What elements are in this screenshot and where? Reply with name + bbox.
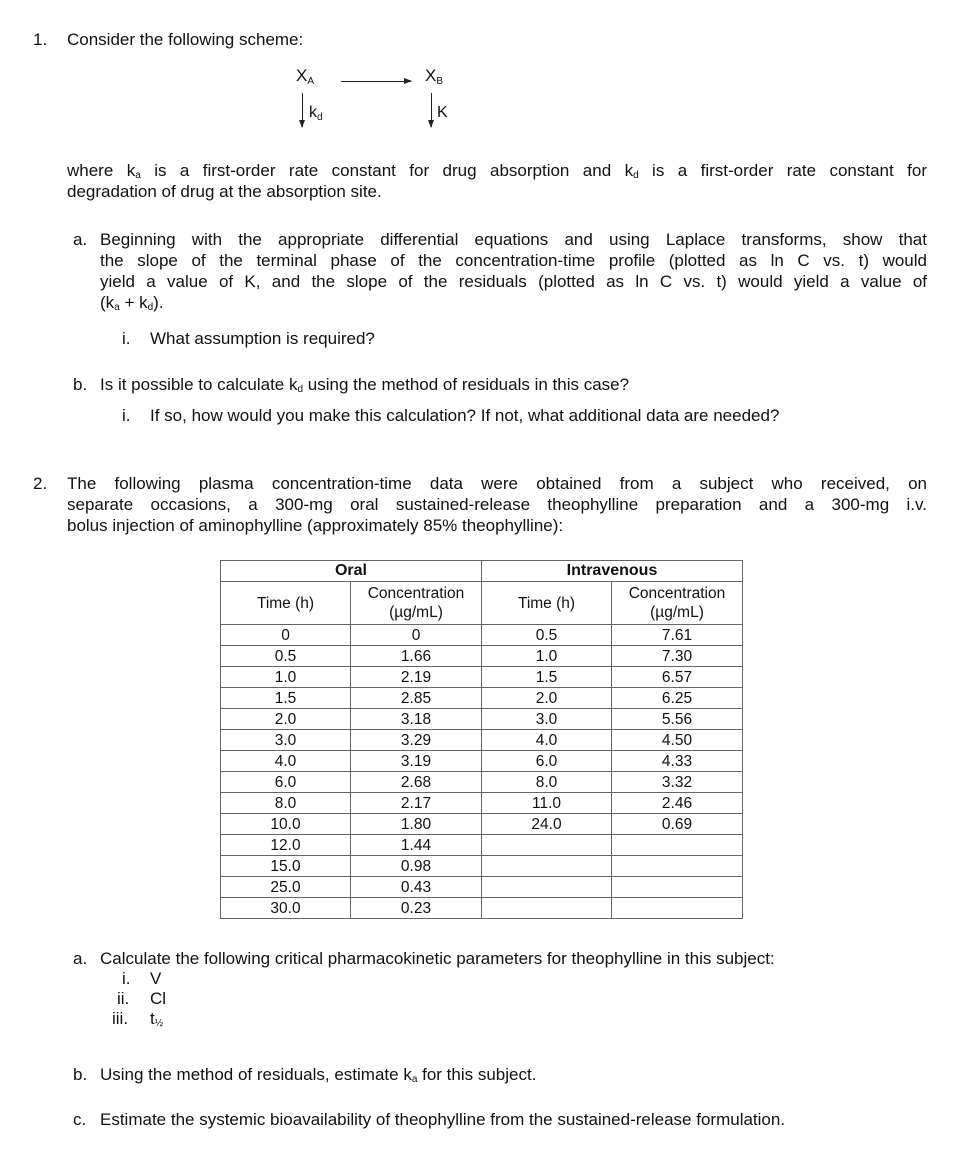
table-row (221, 877, 743, 898)
table-row (221, 709, 743, 730)
column-header-iv-concentration: Concentration (µg/mL) (612, 582, 743, 625)
cell: 6.25 (612, 688, 743, 709)
table-row (221, 625, 743, 646)
cell: 0.23 (351, 898, 482, 919)
cell (612, 898, 743, 919)
q1a-line-1: Beginning with the appropriate differential equations and using Laplace transforms, show that (100, 230, 927, 249)
cell (482, 877, 612, 898)
q2a-ii-label: ii. (117, 989, 130, 1008)
cell: 1.80 (351, 814, 482, 835)
cell: 0.98 (351, 856, 482, 877)
q1b-i-text: If so, how would you make this calculation? If not, what additional data are needed? (150, 406, 780, 425)
cell: 2.85 (351, 688, 482, 709)
cell: 1.66 (351, 646, 482, 667)
cell: 2.68 (351, 772, 482, 793)
table-row (221, 688, 743, 709)
column-header-iv-time: Time (h) (482, 582, 612, 625)
group-header-oral: Oral (221, 561, 482, 582)
cell (612, 877, 743, 898)
cell: 7.61 (612, 625, 743, 646)
q1a-line-2: the slope of the terminal phase of the concentration-time profile (plotted as ln C vs. t) would (100, 251, 927, 270)
cell: 0 (351, 625, 482, 646)
table-row (221, 646, 743, 667)
q2a-label: a. (73, 949, 88, 968)
cell (612, 856, 743, 877)
cell: 2.0 (221, 709, 351, 730)
q1a-line-3: yield a value of K, and the slope of the residuals (plotted as ln C vs. t) would yield a value of (100, 272, 927, 291)
q2a-ii-text: Cl (150, 989, 167, 1008)
q1b-i-label: i. (122, 406, 131, 425)
absorption-arrow-icon (341, 81, 411, 82)
cell: 3.0 (221, 730, 351, 751)
table-row (221, 730, 743, 751)
cell: 6.0 (221, 772, 351, 793)
cell: 8.0 (221, 793, 351, 814)
cell: 2.0 (482, 688, 612, 709)
cell: 4.0 (482, 730, 612, 751)
q2-line-2: separate occasions, a 300-mg oral sustained-release theophylline preparation and a 300-mg i.v. (67, 495, 927, 514)
cell: 1.0 (221, 667, 351, 688)
cell: 0.43 (351, 877, 482, 898)
q2c-text: Estimate the systemic bioavailability of theophylline from the sustained-release formulation. (100, 1110, 786, 1129)
q2b-text: Using the method of residuals, estimate $k_a$ for this subject. (100, 1065, 537, 1085)
table-row (221, 814, 743, 835)
cell: 1.5 (221, 688, 351, 709)
cell: 1.0 (482, 646, 612, 667)
cell: 6.0 (482, 751, 612, 772)
cell: 6.57 (612, 667, 743, 688)
q2c-label: c. (73, 1110, 87, 1129)
column-header-oral-concentration: Concentration (µg/mL) (351, 582, 482, 625)
cell: 1.5 (482, 667, 612, 688)
table-group-header-row (221, 561, 743, 582)
elimination-arrow-icon (431, 93, 432, 127)
q1a-i-label: i. (122, 329, 131, 348)
cell (482, 856, 612, 877)
table-row (221, 856, 743, 877)
cell: 3.18 (351, 709, 482, 730)
cell: 3.32 (612, 772, 743, 793)
table-row (221, 667, 743, 688)
table-row (221, 793, 743, 814)
cell: 0.5 (221, 646, 351, 667)
cell: 2.17 (351, 793, 482, 814)
q2b-label: b. (73, 1065, 88, 1084)
cell: 10.0 (221, 814, 351, 835)
q1-intro: Consider the following scheme: (67, 30, 304, 49)
cell: 2.46 (612, 793, 743, 814)
q1-description-line-1: where $k_a$ is a first-order rate constant for drug absorption and $k_d$ is a first-order rate constant for (67, 161, 927, 181)
k-label: K (437, 104, 448, 121)
q2a-i-label: i. (122, 969, 131, 988)
cell: 25.0 (221, 877, 351, 898)
cell: 30.0 (221, 898, 351, 919)
cell: 7.30 (612, 646, 743, 667)
q2-line-3: bolus injection of aminophylline (approximately 85% theophylline): (67, 516, 564, 535)
compartment-xa: $X_A$ (296, 66, 315, 87)
kd-label: $k_d$ (309, 104, 323, 123)
q1b-text: Is it possible to calculate $k_d$ using the method of residuals in this case? (100, 375, 630, 395)
q1-number: 1. (33, 30, 48, 49)
group-header-intravenous: Intravenous (482, 561, 743, 582)
table-row (221, 772, 743, 793)
cell: 1.44 (351, 835, 482, 856)
cell: 0 (221, 625, 351, 646)
q1a-line-4: $(k_a + k_d)$. (100, 293, 164, 313)
cell: 8.0 (482, 772, 612, 793)
table-row (221, 751, 743, 772)
column-header-oral-time: Time (h) (221, 582, 351, 625)
q2-number: 2. (33, 474, 48, 493)
cell (612, 835, 743, 856)
cell: 24.0 (482, 814, 612, 835)
cell (482, 898, 612, 919)
degradation-arrow-icon (302, 93, 303, 127)
cell: 12.0 (221, 835, 351, 856)
q1a-label: a. (73, 230, 88, 249)
q1b-label: b. (73, 375, 88, 394)
cell: 15.0 (221, 856, 351, 877)
cell (482, 835, 612, 856)
cell: 2.19 (351, 667, 482, 688)
table-row (221, 835, 743, 856)
cell: 3.29 (351, 730, 482, 751)
cell: 4.33 (612, 751, 743, 772)
q2a-iii-label: iii. (112, 1009, 129, 1028)
table-row (221, 898, 743, 919)
q2-line-1: The following plasma concentration-time data were obtained from a subject who received, on (67, 474, 927, 493)
q2a-iii-text: $t_{\frac{1}{2}}$ (150, 1009, 164, 1029)
q2a-i-text: V (150, 969, 162, 988)
cell: 11.0 (482, 793, 612, 814)
concentration-time-table (220, 560, 743, 919)
cell: 4.0 (221, 751, 351, 772)
cell: 4.50 (612, 730, 743, 751)
cell: 3.0 (482, 709, 612, 730)
cell: 0.69 (612, 814, 743, 835)
cell: 5.56 (612, 709, 743, 730)
q2a-text: Calculate the following critical pharmacokinetic parameters for theophylline in this subject: (100, 949, 775, 968)
cell: 3.19 (351, 751, 482, 772)
cell: 0.5 (482, 625, 612, 646)
compartment-xb: $X_B$ (425, 66, 444, 87)
table-column-header-row (221, 582, 743, 625)
q1a-i-text: What assumption is required? (150, 329, 375, 348)
q1-description-line-2: degradation of drug at the absorption site. (67, 182, 382, 201)
